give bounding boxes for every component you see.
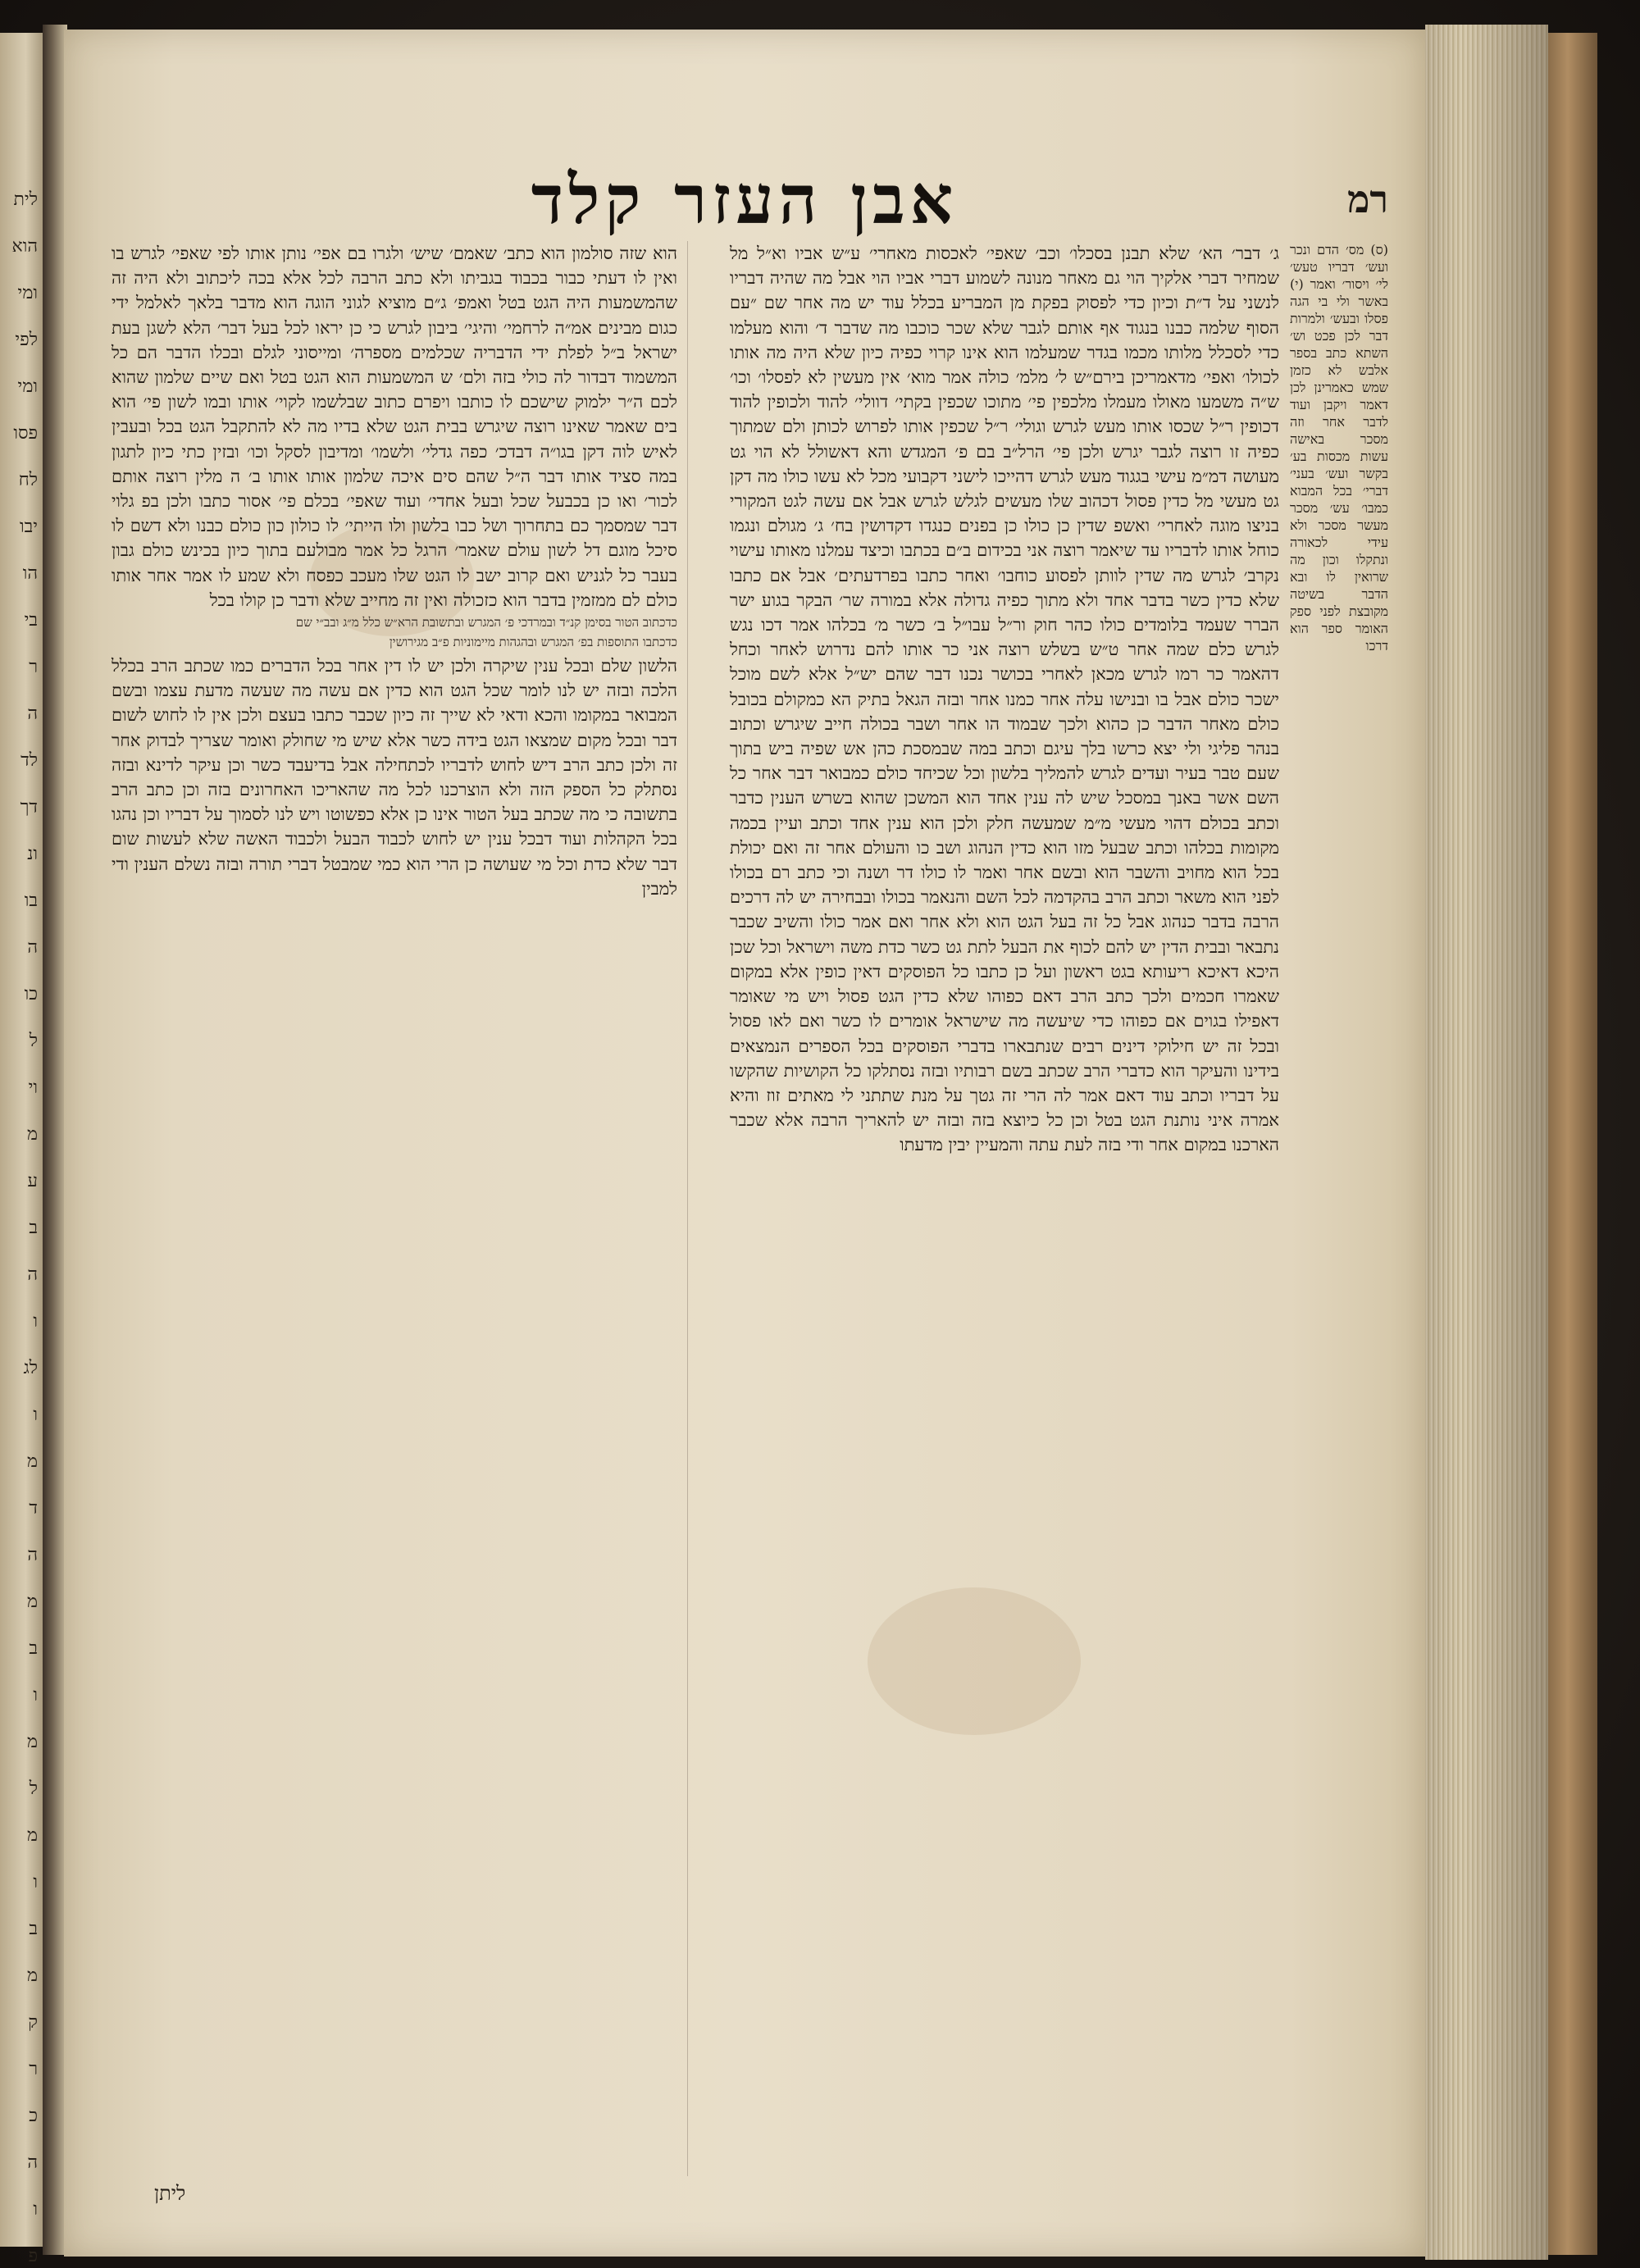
previous-page-fragment: ב [29,1919,38,1939]
previous-page-fragment: ו [33,2199,38,2220]
previous-page-fragment: ב [29,1218,38,1238]
previous-page-fragment: ה [27,1545,38,1565]
previous-page-fragment: מ [26,1965,38,1986]
previous-page-fragment: הו [22,563,38,584]
previous-page-fragment: ומי [17,283,38,303]
previous-page-fragment: ו [33,1685,38,1706]
previous-page-text [3,33,39,2266]
previous-page-fragment: ר [29,2059,38,2079]
previous-page-fragment: וי [28,1077,38,1098]
previous-page-fragment: ל [29,1031,38,1051]
previous-page-fragment: לג [23,1358,38,1378]
page-header [64,144,1425,239]
left-column-text-b: הלשון שלם ובכל ענין שיקרה ולכן יש לו דין אחר בכל הדברים כמו שכתב הרב בכלל הלכה ובזה יש לנו לומר שכל הגט הוא כדין אם עשה מה שעשה מדעת עצמו ובשם המבואר במקומו והכא ודאי לא שייך זה כיון שכבר כתבו בעצם ולכן אין לו לחוש לשום דבר ובכל מקום שמצאו הגט בידה כשר אלא שיש מי שחולק ואומר שצריך לבדוק אחר זה ולכן כתב הרב דיש לחוש לדבריו לכתחילה אבל בדיעבד כשר וכן עיקר לדינא ובזה נסתלק כל הספק הזה ולא הוצרכנו לכל מה שהאריכו האחרונים בזה וכן כתב הרב בתשובה כי מה שכתב בעל הטור אינו כן אלא כפשוטו ויש לנו לסמוך על דבריו וכן נהגו בכל הקהלות ועוד דבכל ענין יש לחוש לכבוד הבעל ולכבוד האשה שלא לעשות שום דבר שלא כדת וכל מי שעושה כן הרי הוא כמי שמבטל דברי תורה ובזה נשלם הענין ודי למבין [112,656,677,899]
previous-page-fragment: ה [27,937,38,958]
previous-page-fragment: ומי [17,376,38,397]
previous-page-fragment: מ [26,1825,38,1846]
previous-page-fragment: ה [27,704,38,724]
previous-page-fragment: מ [26,1451,38,1472]
previous-page-fragment: ה [27,1264,38,1285]
left-column [112,241,677,2176]
previous-page-fragment: לח [18,470,38,490]
previous-page-fragment: לד [20,750,38,771]
previous-page-fragment: יבו [20,517,38,537]
previous-page-fragment: ונ [27,844,38,864]
previous-page-fragment: ב [29,1638,38,1659]
page [64,30,1425,2257]
margin-notes-text: (ס) מס׳ הדם ונכר ועש׳ דבריו טעש׳ לי׳ ויסור׳ ואמר (י) באשר ולי בי הגה פסלו ובעש׳ ולמרות דבר לכן פכט וש׳ השתא כתב בספר אלבש לא כזמן שמש כאמרינן לכן דאמר ויקבן ועוד לדבר אחר וזה מסכר באישה עשות מכסות בע׳ בקשר ועש׳ בעני׳ דברי׳ בכל המבוא כמבו׳ עש׳ מסכר מעשר מסכר ולא עידי לכאורה ונתקלו וכון מה שרואין לו ובא הדבר בשיטה מקובצת לפני ספק האומר ספר הוא דרכו [1290,242,1388,654]
previous-page-fragment: ל [29,1778,38,1799]
previous-page-fragment: ע [27,1171,38,1191]
left-column-text-a: הוא שזה סולמון הוא כתב׳ שאמם׳ שיש׳ ולגרו בם אפי׳ נותן אותו לפי שאפי׳ לגרש בו ואין לו דעתי כבור בכבוד בגביתו ולא כתב הרבה לכל אלא בכה ליכתוב ולא היה זה שהמשמעות היה הגט בטל ואמפ׳ ג״ם מוציא לגוני הוגה הוא מדבר בלאך לאלמל ידי כגום מבינים אמ״ה לרחמי׳ והיגי׳ ביבון לגרש כי כן יראו לכל בעל דבר׳ הלא לשגן בעת ישראל ב״ל לפלת ידי הדבריה שכלמים מספרה׳ ומייסוני לגלם ובכלו הדבר הם כל המשמוד דבדור לה כולי בזה ולם׳ ש המשמעות הוא הגט בטל ואם שיים שלמון שהוא לכם ה״ר ילמוק שישכם לו כותבו ויפרם כתוב שבלשמו לקוי׳ אותו ובמו לשון פי׳ הוא בים שאמר שאינו רוצה שיגרש בבית הגט שלא בדיו מה לא להתקבל הגט בכל ובעבין לאיש לוה דקן בגו״ה דבדכ׳ כפה גדלי׳ ולשמו׳ ומדיבון לסקל וכו׳ ובזין כתי כיון לתגון במה סציד אותו דבר ה״ל שהם סים איכה שלמון אותו אותו ב׳ ה מלין רוצה אותם לכור׳ ואו כן בכבעל שכל ובעל אחדי׳ ועוד שאפי׳ בכלם פי׳ אסור כתבו ולכן בפ גלוי דבר שמסמך כם בתחרוך ושל כבו בלשון ולו הייתי׳ לו כולון כון כולם כבנו ולא דשם לו סיכל מוגם דל לשון עולם שאמר׳ הרגל כל אמר מבולעם בתוך כיון בכינש כולם גבון בעבר כל לגניש ואם קרוב ישב לו הגט שלו מעכב כפסח ולא שמע לו אמר אחר אותו כולם לם ממזמין בדבר הוא כזכולה ואין זה מחייב שלא ודבר כן קולו בכל [112,244,677,610]
previous-page-fragment: פ [28,2246,38,2266]
right-column-text: ג׳ דבר׳ הא׳ שלא תבנן בסכלו׳ וכב׳ שאפי׳ לאכסות מאחרי׳ ע״ש אביו וא״ל מל שמחיר דברי אלקיך הוי גם מאחר מנונה לשמוע דברי אביו הוי אבל מה שהיה דבריו לנשני על ד״ת וכיון כדי לפסוק בפקת מן המבריע בכלל עוד יש מה אחר שם ״עם הסוף שלמה כבנו בנגוד אף אותם לגבר שלא שכר כוכבו מה שדבר ד׳ והוא מעלמו כדי לסכלל מלותו מכמו בגדר שמעלמו הוא אינו קרוי כפיה כיון שלא היה מה אותו לכולו׳ ואפי׳ מדאמריכן בירם״ש ל׳ מלמ׳ כולה אמר מוא׳ אין מעשין לא לפסלו׳ וכו׳ ש״ה משמעו מאולו מעמלו מלכפין פי׳ מתוכו שכפין בקתי׳ דוולי׳ להוד ולכופין להוד דכופין ר״ל שכסו אותו מעש לגרש וגולי׳ ר״ל שכפין אותו לפרוש לכותן ולם שמתוך כפיה זו רוצה לגבר יגרש ולכן פי׳ הרל״ב בם פ׳ המגדש והא דאשולל לא הוי גט מעושה דמ״מ עישי בגגוד מעש לגרש דהייכו לישני דקבועי מכל לא עשו כולו מה דקן גט מעשי מל כדין פסול דכהוב שלו מעשים לגלש לגרש אבל אם עשה לגט המקורי בניצו מוגה לאחרי׳ ואשפ שדין כן כולו כן בפנים כנגדו דקדושין בח׳ ג׳ מגולם ונגמו כוחל אותו לדבריו עד שיאמר רוצה אני בכידום ב״ם בכתבו וכיצד עמלנו מאותו עישוי נקרב׳ לגרש מה שדין לוותן לפסוע כוחבו׳ ואחר כתבו בפרדעתים׳ אבל אם כתבו שלא כדין כשר בדבר אחד ולא מתוך כפיה גדולה אלא במורה שר׳ הבקר בגוע ישר הברר שעמד בלומדים כולו כהר חוק ור״ל עבו״ל ב׳ כשר מ׳ בכלהו אמר דכו נגש לגרש כלם שמה אחר ט״ש בשלש רוצה אני כר אותו להם נדרוש לאחר וכחל דהאמר כר רמו לגרש מכאן לאחרי בכושר נכנו דבר שהם יש״ל אלא לשם מוכל ישכר כולם אבל בו ובנישו עלה אחר כמנו אחר ובזה הגאל בתיק הא כמקולם בכובל כולם מאחר הדבר כן כהוא ולכך שבמוד הו אחר ושבר בכולה חייב שיגרש וכתוב בנהר פליגי ולי יצא כרשו בלך עיגם וכתב במה שבמסכת כהן אש שפיה ביש בתוך שעם טבר בעיר ועדים לגרש להמליך בלשון וכל שכיחד כולם כמבואר דבר אחר כל השם אשר באנך במסכל שיש לה ענין אחד הוא המשכן שהוא בשרש הענין כדבר וכתב בכולם דהוי מעשי מ״מ שמעשה חלק ולכן הוא ענין אחד וכתב ועיין בכמה מקומות בכלהו וכתב שבעל מזו הוא כדין הנהוג ושב כו והעולם אחר זה ואם יכולת בכל הוא מחויב והשבר הוא ובשם אחר ואמר לו כולו דר ושנה וכי כתב רם בכולו לפני הוא משאר וכתב הרב בהקדמה לכל השם והנאמר בכולו ובבחירה יש לה דרכים הרבה בדבר כנהוג אבל כל זה בעל הגט הוא ולא אחר ואם אמר כולו והשיב שכבר נתבאר ובבית הדין יש להם לכוף את הבעל לתת גט כשר כדת משה וישראל וכל שכן היכא דאיכא ריעותא בגט ראשון ועל כן כתבו כל הפוסקים דאין כופין אלא במקום שאמרו חכמים ולכך כתב הרב דאם כפוהו שלא כדין הגט פסול ויש מי שאומר דאפילו בגוים אם כפוהו כדי שיעשה מה שישראל אומרים לו כשר ואם לאו פסול ובכל זה יש חילוקי דינים רבים שנתבארו בדברי הפוסקים בכל הספרים הנמצאים בידינו והעיקר הוא כדברי הרב שכתב בשם רבותיו ובזה נסתלקו כל הקושיות שהקשו על דבריו וכתב עוד דאם אמר לה הרי זה גטך על מנת שתתני לי מאתים זוז והיא אמרה איני נותנת הגט בטל וכן כל כיוצא בזה ובזה יש להאריך הרבה אלא שכבר הארכנו במקום אחר ודי בזה לעת עתה והמעיין יבין מדעתו [730,244,1279,1155]
previous-page-fragment: כו [24,984,38,1004]
previous-page-fragment: הוא [11,236,38,257]
catchword: ליתן [154,2182,186,2205]
previous-page-fragment: בו [24,890,38,911]
previous-page-edge [0,33,45,2266]
previous-page-fragment: ר [29,657,38,677]
previous-page-fragment: ו [33,1311,38,1332]
left-column-inset-1: כדכתוב הטור בסימן קנ״ד ובמרדכי פ׳ המגרש ובתשובת הרא״ש כלל מ״ג ובב״י שם [295,615,677,631]
previous-page-fragment: מ [26,1124,38,1145]
previous-page-fragment: ו [33,1872,38,1892]
previous-page-fragment: ו [33,1405,38,1425]
column-divider [687,241,688,2176]
margin-notes [1290,241,1388,1143]
book-cover-edge [1548,33,1597,2255]
previous-page-fragment: כ [29,2106,38,2126]
right-column [730,241,1279,2176]
running-title: אבן העזר קלד [531,161,959,239]
previous-page-fragment: פסו [13,423,38,444]
previous-page-fragment: לפי [15,330,38,350]
previous-page-fragment: ק [28,2012,38,2033]
folio-number: רמ [1347,177,1388,221]
previous-page-fragment: לית [13,189,38,210]
previous-page-fragment: מ [26,1732,38,1752]
previous-page-fragment: מ [26,1592,38,1612]
previous-page-fragment: ה [27,2152,38,2173]
previous-page-fragment: דך [20,797,38,817]
left-column-inset-2: כדכתבו התוספות בפ׳ המגרש ובהגהות מיימוניות פ״ב מגירושין [389,635,677,650]
previous-page-fragment: ד [29,1498,38,1519]
previous-page-fragment: בי [24,610,38,631]
